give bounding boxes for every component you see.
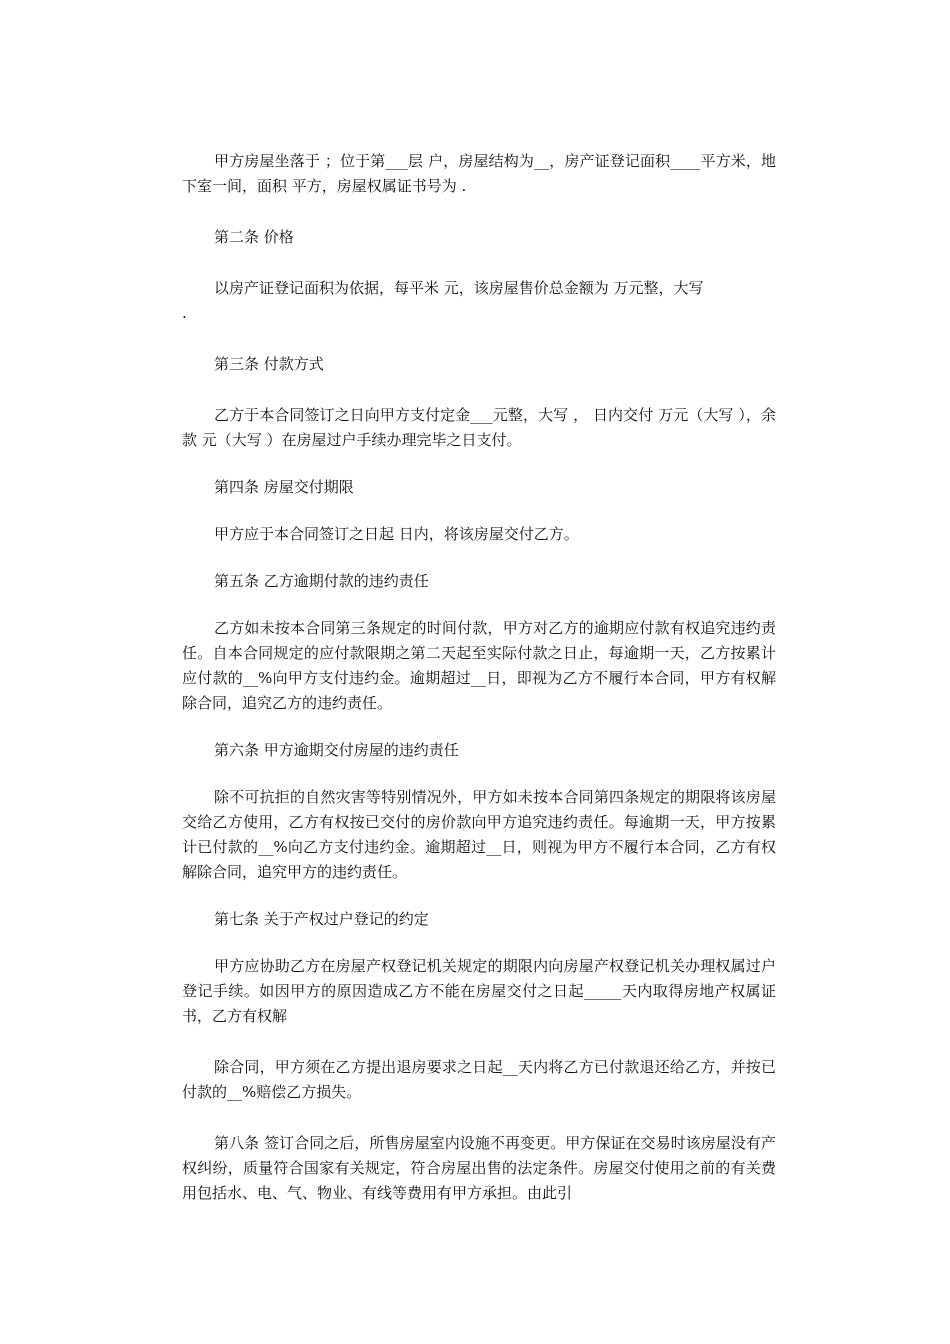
delivery-paragraph: 甲方应于本合同签订之日起 日内，将该房屋交付乙方。 (214, 525, 579, 543)
article-4-heading: 第四条 房屋交付期限 (214, 478, 354, 496)
article-7-heading: 第七条 关于产权过户登记的约定 (214, 910, 429, 928)
article-8-paragraph: 第八条 签订合同之后，所售房屋室内设施不再变更。甲方保证在交易时该房屋没有产权纠纷，质量符合国家有关规定，符合房屋出售的法定条件。房屋交付使用之前的有关费用包括水、电、气、物业、有线等费用有甲方承担。由此引 (182, 1134, 776, 1202)
article-3-heading: 第三条 付款方式 (214, 355, 324, 373)
payment-paragraph: 乙方于本合同签订之日向甲方支付定金___元整，大写 ， 日内交付 万元（大写 ），余款 元（大写 ）在房屋过户手续办理完毕之日支付。 (182, 406, 776, 449)
late-payment-paragraph: 乙方如未按本合同第三条规定的时间付款，甲方对乙方的逾期应付款有权追究违约责任。自本合同规定的应付款限期之第二天起至实际付款之日止，每逾期一天，乙方按累计应付款的__%向甲方支付违约金。逾期超过__日，即视为乙方不履行本合同，甲方有权解除合同，追究乙方的违约责任。 (182, 619, 776, 712)
article-2-heading: 第二条 价格 (214, 228, 294, 246)
article-6-heading: 第六条 甲方逾期交付房屋的违约责任 (214, 741, 459, 759)
article-5-heading: 第五条 乙方逾期付款的违约责任 (214, 572, 429, 590)
document-body (182, 149, 776, 1206)
title-transfer-paragraph: 甲方应协助乙方在房屋产权登记机关规定的期限内向房屋产权登记机关办理权属过户登记手续。如因甲方的原因造成乙方不能在房屋交付之日起_____天内取得房地产权属证书，乙方有权解 (182, 957, 776, 1025)
price-paragraph: 以房产证登记面积为依据，每平米 元，该房屋售价总金额为 万元整，大写 (214, 279, 704, 297)
property-location-paragraph: 甲方房屋坐落于 ；位于第___层 户，房屋结构为__，房产证登记面积____平方米，地下室一间，面积 平方，房屋权属证书号为 . (182, 152, 776, 195)
termination-paragraph: 除合同，甲方须在乙方提出退房要求之日起__天内将乙方已付款退还给乙方，并按已付款的__%赔偿乙方损失。 (182, 1058, 776, 1101)
price-paragraph-end: . (182, 304, 187, 322)
late-delivery-paragraph: 除不可抗拒的自然灾害等特别情况外，甲方如未按本合同第四条规定的期限将该房屋交给乙方使用，乙方有权按已交付的房价款向甲方追究违约责任。每逾期一天，甲方按累计已付款的__%向乙方支付违约金。逾期超过__日，则视为甲方不履行本合同，乙方有权解除合同，追究甲方的违约责任。 (182, 788, 776, 881)
